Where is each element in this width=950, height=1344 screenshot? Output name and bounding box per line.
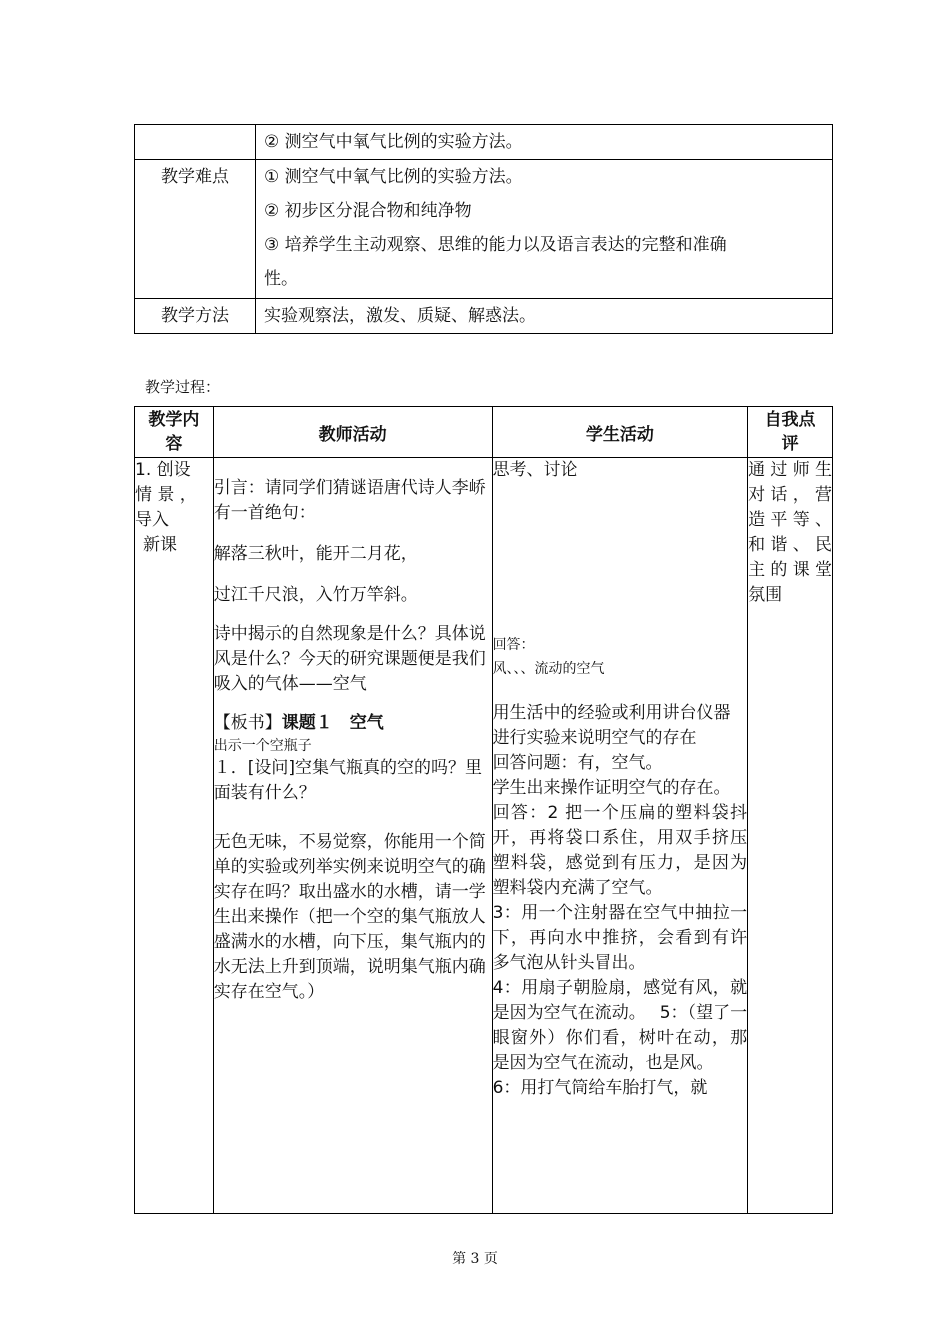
content-line: 实验观察法，激发、质疑、解惑法。 <box>264 306 536 326</box>
row-content <box>256 160 833 299</box>
teacher-cell <box>213 458 492 1214</box>
show-bottle-text: 出示一个空瓶子 <box>213 738 312 754</box>
student-para: 回答问题：有，空气。 <box>492 753 663 773</box>
column-header: 自我点评 <box>748 407 833 458</box>
process-caption: 教学过程： <box>145 378 221 396</box>
row-head: 教学方法 <box>135 299 256 334</box>
student-para: 回答：2 把一个压扁的塑料袋抖开，再将袋口系住，用双手挤压塑料袋，感觉到有压力，是因为塑料袋内充满了空气。 <box>492 803 748 898</box>
content-line: 新课 <box>143 535 177 555</box>
content-line: ② 初步区分混合物和纯净物 <box>264 201 472 221</box>
row-content <box>256 299 833 334</box>
content-cell <box>135 458 214 1214</box>
column-header: 教师活动 <box>213 407 492 458</box>
discuss-text: 思考、讨论 <box>492 460 578 480</box>
board-prefix: 【板书】 <box>213 713 282 733</box>
board-title: 课题１ 空气 <box>281 713 384 733</box>
student-para: 3：用一个注射器在空气中抽拉一下，再向水中推挤，会看到有许多气泡从针头冒出。 <box>492 903 748 973</box>
content-line: 性。 <box>264 269 298 289</box>
table-row <box>135 458 833 1214</box>
objectives-table <box>134 124 833 334</box>
content-line: 1. 创设 <box>135 460 191 480</box>
question-1: １．[设问]空集气瓶真的空的吗？里面装有什么？ <box>213 758 483 803</box>
poem-line: 过江千尺浪，入竹万竿斜。 <box>213 585 418 605</box>
comment-text: 通过师生对话，营造平等、和谐、民主的课堂氛围 <box>748 460 832 605</box>
content-line: ② 测空气中氧气比例的实验方法。 <box>264 132 523 152</box>
row-head <box>135 125 256 160</box>
student-para: 学生出来操作证明空气的存在。 <box>492 778 731 798</box>
table-row <box>135 299 833 334</box>
question-text: 诗中揭示的自然现象是什么？具体说风是什么？今天的研究课题便是我们吸入的气体——空气 <box>213 624 486 694</box>
column-header: 学生活动 <box>492 407 748 458</box>
student-para: 6：用打气筒给车胎打气，就 <box>492 1078 708 1098</box>
page-number: 第 3 页 <box>452 1251 498 1267</box>
content-line: 导入 <box>135 510 169 530</box>
table-row <box>135 125 833 160</box>
reply-text: 风、、、流动的空气 <box>492 661 605 677</box>
student-para: 4：用扇子朝脸扇，感觉有风，就是因为空气在流动。 5：（望了一眼窗外）你们看，树叶在动，那是因为空气在流动，也是风。 <box>492 978 748 1073</box>
answer-text: 无色无味，不易觉察，你能用一个简单的实验或列举实例来说明空气的确实存在吗？取出盛水的水槽，请一学生出来操作（把一个空的集气瓶放人盛满水的水槽，向下压，集气瓶内的水无法上升到顶端，说明集气瓶内确实存在空气。） <box>213 832 486 1002</box>
content-line: ③ 培养学生主动观察、思维的能力以及语言表达的完整和准确 <box>264 235 727 255</box>
table-row <box>135 160 833 299</box>
process-table <box>134 406 833 1214</box>
board-heading <box>214 711 492 736</box>
row-head: 教学难点 <box>135 160 256 299</box>
content-line: ① 测空气中氧气比例的实验方法。 <box>264 167 523 187</box>
student-para: 用生活中的经验或利用讲台仪器进行实验来说明空气的存在 <box>492 703 731 748</box>
comment-cell <box>748 458 833 1214</box>
row-content <box>256 125 833 160</box>
reply-label: 回答： <box>492 637 535 653</box>
poem-line: 解落三秋叶，能开二月花， <box>213 544 418 564</box>
student-cell <box>492 458 748 1214</box>
header-row <box>135 407 833 458</box>
intro-text: 引言：请同学们猜谜语唐代诗人李峤有一首绝句： <box>213 478 486 523</box>
content-line: 情 景 ， <box>135 485 197 505</box>
column-header: 教学内容 <box>135 407 214 458</box>
